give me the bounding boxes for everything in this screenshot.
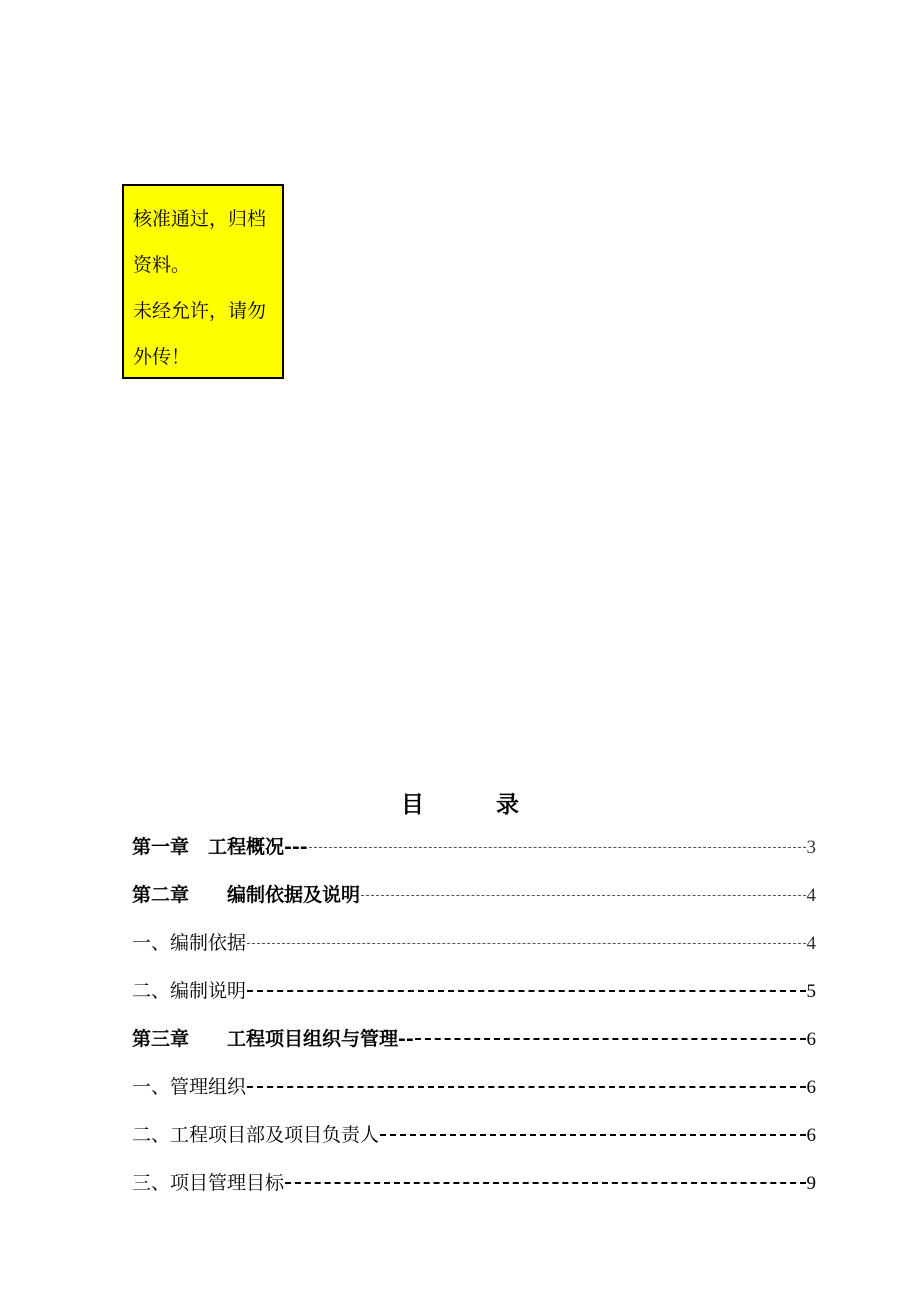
toc-entry-label: 一、编制依据 bbox=[132, 932, 247, 954]
archive-notice-box bbox=[122, 184, 284, 379]
toc-entry-chapter-2[interactable] bbox=[132, 880, 816, 928]
toc-title-left: 目 bbox=[401, 791, 424, 818]
toc-entry-3-1[interactable] bbox=[132, 1072, 816, 1120]
toc-leader bbox=[285, 1182, 805, 1184]
notice-line-2: 资料。 bbox=[133, 254, 191, 276]
toc-entry-label: 三、项目管理目标 bbox=[132, 1172, 285, 1194]
toc-entry-chapter-1[interactable] bbox=[132, 832, 816, 880]
toc-entry-label: 第三章 工程项目组织与管理-- bbox=[132, 1028, 414, 1050]
toc-entry-label: 二、工程项目部及项目负责人 bbox=[132, 1124, 380, 1146]
toc-title-right: 录 bbox=[496, 791, 519, 818]
table-of-contents bbox=[132, 832, 816, 1216]
toc-leader bbox=[415, 1038, 806, 1040]
toc-title bbox=[0, 786, 920, 819]
notice-line-3: 未经允许，请勿 bbox=[133, 300, 267, 322]
toc-entry-page: 5 bbox=[806, 981, 816, 1002]
toc-entry-page: 6 bbox=[806, 1029, 816, 1050]
toc-entry-label: 一、管理组织 bbox=[132, 1076, 247, 1098]
toc-leader bbox=[247, 943, 805, 944]
toc-entry-page: 4 bbox=[806, 885, 816, 906]
notice-line-4: 外传！ bbox=[133, 346, 191, 368]
toc-entry-page: 6 bbox=[806, 1077, 816, 1098]
toc-entry-page: 6 bbox=[806, 1125, 816, 1146]
toc-entry-2-1[interactable] bbox=[132, 928, 816, 976]
toc-entry-page: 9 bbox=[806, 1173, 816, 1194]
toc-entry-label: 第一章 工程概况--- bbox=[132, 836, 308, 858]
toc-leader bbox=[380, 1134, 805, 1136]
toc-entry-3-3[interactable] bbox=[132, 1168, 816, 1216]
toc-entry-3-2[interactable] bbox=[132, 1120, 816, 1168]
toc-leader bbox=[247, 990, 805, 992]
toc-entry-label: 第二章 编制依据及说明 bbox=[132, 884, 361, 906]
toc-entry-2-2[interactable] bbox=[132, 976, 816, 1024]
toc-entry-page: 3 bbox=[806, 837, 816, 858]
toc-leader bbox=[361, 895, 805, 896]
notice-line-1: 核准通过，归档 bbox=[133, 208, 267, 230]
toc-entry-chapter-3[interactable] bbox=[132, 1024, 816, 1072]
toc-entry-label: 二、编制说明 bbox=[132, 980, 247, 1002]
toc-leader bbox=[247, 1086, 805, 1088]
toc-entry-page: 4 bbox=[806, 933, 816, 954]
toc-leader bbox=[309, 847, 806, 848]
